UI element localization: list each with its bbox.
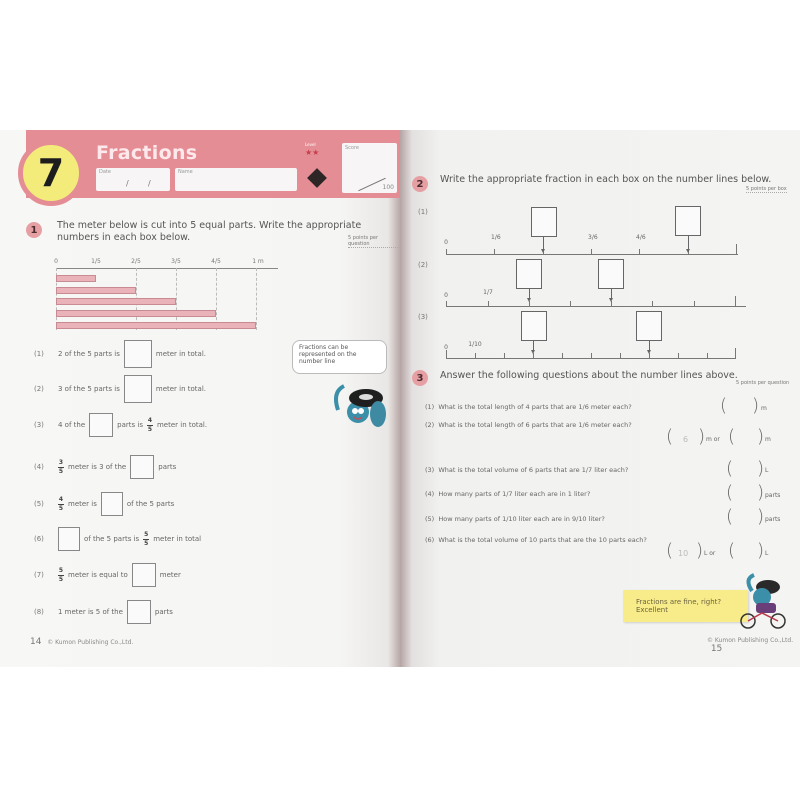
answer-paren-open: ( (726, 506, 734, 527)
score-box[interactable] (342, 143, 397, 193)
item-text: parts (154, 608, 173, 616)
answer-box[interactable] (598, 259, 624, 289)
left-page-footer (30, 637, 133, 647)
item-number: (6) (34, 535, 44, 543)
guide-line (256, 268, 257, 330)
question-3-text: Answer the following questions about the number lines above. (440, 370, 738, 381)
item-text: How many parts of 1/7 liter each are in 1 liter? (438, 490, 591, 498)
answer-hint: 6 (683, 435, 689, 444)
tick (678, 353, 679, 358)
tick (735, 296, 736, 306)
note-text: Fractions are fine, right? Excellent (636, 598, 722, 614)
item-number: (6) (425, 536, 435, 544)
item-text: meter in total (153, 535, 202, 543)
item-number: (1) (425, 403, 435, 411)
item-number: (2) (34, 385, 44, 393)
answer-box[interactable] (531, 207, 557, 237)
answer-unit: parts (765, 492, 781, 499)
item-text: 3 of the 5 parts is (58, 385, 120, 393)
ruler-tick-label: 4/5 (211, 258, 221, 265)
answer-box[interactable] (58, 527, 80, 551)
answer-paren-close: ) (757, 458, 765, 479)
tick (504, 353, 505, 358)
ruler-tick-label: 1 m (252, 258, 264, 265)
fraction-bar-1-5 (56, 275, 96, 282)
number-line-label: (2) (418, 261, 428, 269)
item-text: 1 meter is 5 of the (58, 608, 123, 616)
item-text: meter is (68, 500, 97, 508)
answer-box[interactable] (89, 413, 113, 437)
tick (475, 353, 476, 358)
hint-text: Fractions can be represented on the number line (299, 344, 357, 365)
left-page (0, 130, 400, 667)
q3-item-1 (425, 403, 632, 411)
item-number: (3) (425, 466, 435, 474)
tick (694, 301, 695, 306)
q3-item-5 (425, 515, 605, 523)
question-1-points: 5 points per question (348, 235, 400, 248)
item-number: (5) (425, 515, 435, 523)
tick (494, 249, 495, 254)
item-text: 4 of the (58, 421, 86, 429)
fraction: $\frac{5}{5}$ (144, 530, 149, 547)
answer-hint: 10 (678, 549, 689, 558)
score-denominator: 100 (382, 184, 394, 191)
tick-label: 0 (444, 344, 448, 351)
answer-paren-close: ) (757, 426, 765, 447)
tick-label: 1/6 (491, 234, 501, 241)
question-2-number: 2 (412, 176, 428, 192)
item-text: parts is (117, 421, 143, 429)
item-number: (1) (34, 350, 44, 358)
tick (639, 249, 640, 254)
answer-field[interactable] (732, 398, 750, 416)
answer-paren-close: ) (696, 540, 704, 561)
tick (488, 301, 489, 306)
item-number: (8) (34, 608, 44, 616)
tick-label: 1/10 (468, 341, 482, 348)
answer-paren-open: ( (728, 426, 736, 447)
number-line-2 (446, 306, 746, 307)
answer-box[interactable] (675, 206, 701, 236)
item-text: meter (159, 571, 181, 579)
question-3-number: 3 (412, 370, 428, 386)
answer-field[interactable] (737, 485, 755, 503)
question-1-number: 1 (26, 222, 42, 238)
fraction: $\frac{3}{5}$ (58, 458, 64, 475)
fraction-bar-2-5 (56, 287, 136, 294)
item-text: of the 5 parts is (84, 535, 140, 543)
q1-item-3 (34, 413, 207, 437)
answer-paren-close: ) (698, 426, 706, 447)
item-number: (7) (34, 571, 44, 579)
answer-box[interactable] (124, 340, 152, 368)
q1-item-2 (34, 375, 206, 403)
item-text: How many parts of 1/10 liter each are in 9/10 liter? (438, 515, 605, 523)
answer-box[interactable] (130, 455, 154, 479)
answer-paren-close: ) (757, 540, 765, 561)
mascot-character-icon (330, 380, 390, 430)
date-slash: / (126, 179, 129, 188)
question-3-points: 5 points per question (736, 380, 790, 386)
mascot-bicycle-icon (738, 573, 788, 631)
q3-item-6 (425, 536, 647, 544)
item-text: What is the total volume of 10 parts that are the 10 parts each? (438, 536, 647, 544)
tick (620, 353, 621, 358)
fraction-bar-4-5 (56, 310, 216, 317)
date-field[interactable] (96, 168, 170, 191)
item-text: meter in total. (155, 385, 206, 393)
number-line-label: (1) (418, 208, 428, 216)
arrow-icon (543, 236, 544, 250)
meter-ruler (56, 268, 278, 269)
question-2-text: Write the appropriate fraction in each box on the number lines below. (440, 174, 772, 185)
item-number: (2) (425, 421, 435, 429)
tick (591, 353, 592, 358)
tick (562, 353, 563, 358)
answer-paren-open: ( (728, 540, 736, 561)
answer-paren-open: ( (726, 482, 734, 503)
answer-unit: parts (765, 516, 781, 523)
item-text: What is the total length of 6 parts that are 1/6 meter each? (438, 421, 632, 429)
item-text: parts (158, 463, 177, 471)
ruler-tick-label: 1/5 (91, 258, 101, 265)
arrow-icon (688, 235, 689, 250)
tick-label: 1/7 (483, 289, 493, 296)
fraction: $\frac{4}{5}$ (147, 416, 153, 433)
tick (736, 244, 737, 254)
answer-field[interactable] (676, 544, 694, 562)
guide-line (216, 268, 217, 330)
tick-label: 3/6 (588, 234, 598, 241)
question-2-points: 5 points per box (746, 186, 787, 192)
copyright-text: © Kumon Publishing Co.,Ltd. (47, 639, 134, 646)
q3-item-2 (425, 421, 632, 429)
answer-field[interactable] (739, 544, 756, 562)
answer-box[interactable] (124, 375, 152, 403)
item-text: meter in total. (155, 350, 206, 358)
item-text: meter in total. (156, 421, 208, 429)
workbook-spread (0, 130, 800, 667)
number-line-1 (446, 254, 738, 255)
answer-paren-open: ( (666, 540, 674, 561)
page-title: Fractions (96, 142, 198, 164)
arrow-icon (611, 289, 612, 299)
answer-paren-close: ) (757, 506, 765, 527)
answer-paren-close: ) (757, 482, 765, 503)
arrow-icon (533, 341, 534, 351)
item-text: meter is 3 of the (68, 463, 127, 471)
item-number: (4) (425, 490, 435, 498)
item-text: What is the total length of 4 parts that are 1/6 meter each? (438, 403, 632, 411)
tick (446, 350, 447, 358)
tick (735, 348, 736, 358)
arrow-icon (649, 340, 650, 351)
item-number: (5) (34, 500, 44, 508)
answer-box[interactable] (132, 563, 156, 587)
tick (652, 301, 653, 306)
level-label: Level (305, 142, 316, 147)
score-label: Score (345, 145, 360, 151)
q1-item-1 (34, 340, 206, 368)
answer-box[interactable] (636, 311, 662, 341)
answer-unit: L (765, 467, 769, 474)
number-line-3 (446, 358, 736, 359)
date-slash: / (148, 179, 151, 188)
fraction: $\frac{4}{5}$ (58, 495, 64, 512)
level-stars-icon: ★★ (305, 148, 320, 157)
tick-label: 0 (444, 239, 448, 246)
answer-field[interactable] (739, 430, 756, 448)
answer-box[interactable] (127, 600, 151, 624)
copyright-text: © Kumon Publishing Co.,Ltd. (707, 637, 794, 644)
item-number: (4) (34, 463, 44, 471)
answer-paren-close: ) (752, 395, 760, 416)
right-page-footer (707, 637, 800, 654)
q1-item-6 (34, 527, 201, 551)
tick (591, 249, 592, 254)
page-number: 14 (30, 637, 42, 647)
name-label: Name (178, 169, 193, 175)
item-text: What is the total volume of 6 parts that are 1/7 liter each? (438, 466, 629, 474)
answer-paren-open: ( (726, 458, 734, 479)
date-label: Date (99, 169, 111, 175)
answer-unit: L (765, 550, 769, 557)
tick-label: 0 (444, 292, 448, 299)
arrow-icon (529, 289, 530, 299)
question-1-text: The meter below is cut into 5 equal parts. Write the appropriate numbers in each box below. (57, 220, 362, 243)
answer-box[interactable] (101, 492, 123, 516)
answer-unit: m (761, 405, 767, 412)
q3-item-4 (425, 490, 590, 498)
answer-paren-open: ( (666, 426, 674, 447)
item-text: of the 5 parts (126, 500, 175, 508)
page-number: 15 (710, 644, 723, 654)
guide-line (176, 268, 177, 330)
item-text: meter is equal to (68, 571, 128, 579)
answer-field[interactable] (737, 461, 755, 479)
tick (570, 301, 571, 306)
hint-speech-bubble (292, 340, 387, 374)
answer-field[interactable] (737, 509, 755, 527)
tick (446, 249, 447, 254)
unit-number-badge: 7 (18, 140, 84, 206)
answer-paren-open: ( (720, 395, 728, 416)
answer-box[interactable] (516, 259, 542, 289)
ruler-tick-label: 3/5 (171, 258, 181, 265)
q3-item-3 (425, 466, 628, 474)
tick (707, 353, 708, 358)
answer-unit: m (765, 436, 771, 443)
fraction-bar-3-5 (56, 298, 176, 305)
fraction: $\frac{5}{5}$ (58, 566, 64, 583)
tick-label: 4/6 (636, 234, 646, 241)
answer-field[interactable] (676, 430, 696, 448)
ruler-tick-label: 0 (54, 258, 58, 265)
encouragement-note (623, 590, 748, 622)
tick (446, 301, 447, 306)
ruler-tick-label: 2/5 (131, 258, 141, 265)
fraction-bar-5-5 (56, 322, 256, 329)
q1-item-5 (34, 492, 174, 516)
answer-unit: m or (706, 436, 720, 443)
answer-unit: L or (704, 550, 716, 557)
q1-item-7 (34, 563, 181, 587)
answer-box[interactable] (521, 311, 547, 341)
q1-item-4 (34, 455, 176, 479)
q1-item-8 (34, 600, 173, 624)
item-text: 2 of the 5 parts is (58, 350, 120, 358)
name-field[interactable] (175, 168, 297, 191)
number-line-label: (3) (418, 313, 428, 321)
item-number: (3) (34, 421, 44, 429)
